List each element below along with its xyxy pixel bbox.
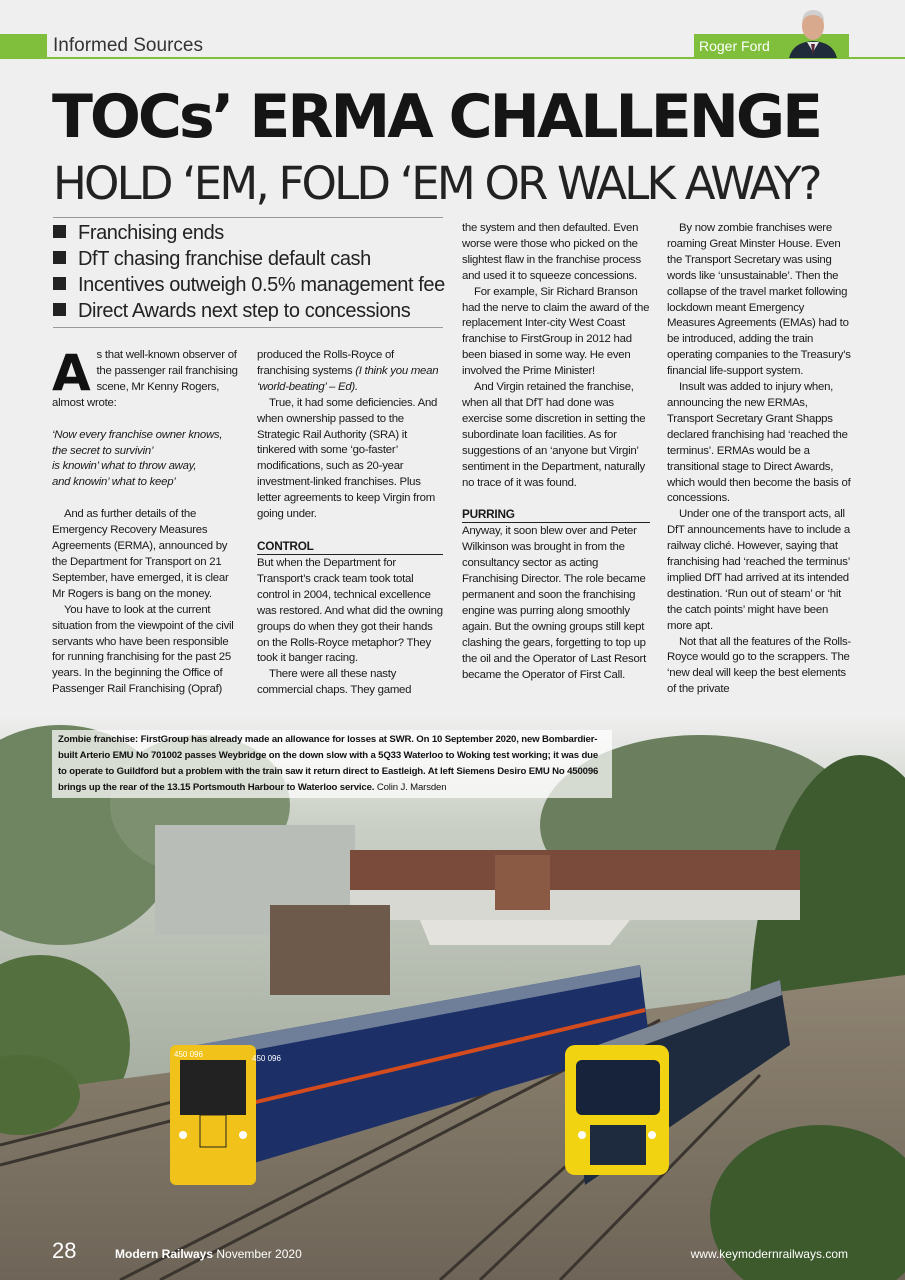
body-paragraph: But when the Department for Transport’s crack team took total control in 2004, technical excellence was restored. And what did the owning groups do when they got their hands on the Rolls-Royce metaphor? They took it banger racing.: [257, 556, 443, 665]
section-title: Informed Sources: [53, 35, 203, 56]
body-paragraph: For example, Sir Richard Branson had the nerve to claim the award of the replacement Inter-city West Coast franchise to FirstGroup in 2012 had been biased in some way. He even involved the Prime Minister!: [462, 285, 650, 378]
quote-line: ‘Now every franchise owner knows,: [52, 428, 223, 441]
train-number-left-2: 450 096: [252, 1054, 281, 1063]
train-photo: [0, 715, 905, 1280]
body-paragraph: True, it had some deficiencies. And when ownership passed to the Strategic Rail Authority (SRA) it tinkered with some ‘go-faster’ modifications, such as 20-year investment-linked franchises. Plus letter agreements to keep Virgin from going under.: [257, 396, 438, 521]
body-paragraph: Insult was added to injury when, announcing the new ERMAs, Transport Secretary Grant Shapps declared franchising had ‘reached the terminus’. ERMAs would be a transitional stage to Direct Awards, which would then become the basis of concessions.: [667, 381, 851, 505]
accent-bar-left: [0, 34, 47, 58]
body-paragraph: the system and then defaulted. Even worse were those who picked on the slightest flaw in the franchise process and used it to squeeze concessions.: [462, 222, 641, 282]
subheading-control: CONTROL: [257, 539, 443, 555]
header-rule: [0, 57, 905, 59]
body-column-4: [667, 221, 854, 698]
page-number: 28: [52, 1238, 77, 1263]
body-paragraph: You have to look at the current situation from the viewpoint of the civil servants who have been responsible for running franchising for the past 25 years. In the beginning the Office of Passenger Rail Franchising (Opraf): [52, 603, 234, 696]
section-header: [0, 34, 905, 58]
quote-line: the secret to survivin’: [52, 444, 154, 457]
quote-line: and knowin’ what to keep’: [52, 476, 176, 489]
body-paragraph: Not that all the features of the Rolls-Royce would go to the scrappers. The ‘new deal will keep the best elements of the private: [667, 635, 851, 696]
train-number-left: 450 096: [174, 1050, 203, 1059]
body-paragraph: And as further details of the Emergency Recovery Measures Agreements (ERMA), announced by the Department for Transport on 21 September, have emerged, it is clear Mr Rogers is bang on the money.: [52, 508, 229, 600]
bullet-item: Direct Awards next step to concessions: [53, 298, 443, 324]
body-paragraph: Anyway, it soon blew over and Peter Wilkinson was brought in from the consultancy sector as acting Franchising Director. The role became permanent and soon the franchising engine was purring along smoothly again. But the owning groups still kept clashing the gears, forgetting to top up the oil and the Operator of Last Resort became the Operator of First Call.: [462, 525, 647, 681]
subheadline: HOLD ‘EM, FOLD ‘EM OR WALK AWAY?: [53, 157, 820, 210]
body-paragraph: Under one of the transport acts, all DfT announcements have to include a railway cliché. However, saying that franchising had ‘reached the terminus’ implied DfT had arrived at its intended destination. ‘Run out of steam’ or ‘hit the catch points’ might have been more apt.: [667, 508, 850, 632]
body-column-1: [52, 344, 242, 698]
drop-cap: A: [52, 344, 91, 402]
author-name: Roger Ford: [694, 34, 849, 58]
subheading-purring: PURRING: [462, 507, 650, 523]
quote-line: is knowin’ what to throw away,: [52, 460, 197, 473]
standfirst-bullets: [53, 217, 443, 328]
photo-credit: Colin J. Marsden: [374, 782, 447, 793]
square-bullet-icon: [53, 277, 66, 290]
body-paragraph: By now zombie franchises were roaming Great Minster House. Even the Transport Secretary was using words like ‘unsustainable’. Then the collapse of the travel market following lockdown meant Emergency Measures Agreements (EMAs) had to be introduced, adding the train operating companies to the Treasury’s financial life-support system.: [667, 222, 851, 378]
square-bullet-icon: [53, 303, 66, 316]
body-paragraph: produced the Rolls-Royce of franchising systems (I think you mean ‘world-beating’ – Ed).: [257, 349, 439, 393]
square-bullet-icon: [53, 251, 66, 264]
magazine-issue: Modern Railways November 2020: [115, 1247, 302, 1261]
page-footer: [0, 1238, 905, 1268]
intro-paragraph: As that well-known observer of the passenger rail franchising scene, Mr Kenny Rogers, almost wrote:: [52, 344, 238, 409]
author-portrait: [785, 4, 841, 58]
bullet-item: Incentives outweigh 0.5% management fee: [53, 272, 443, 298]
square-bullet-icon: [53, 225, 66, 238]
body-paragraph: And Virgin retained the franchise, when all that DfT had done was exercise some discretion in setting the subordinate loan facilities. As for suggestions of an ‘anyone but Virgin’ sentiment in the Department, naturally no trace of it was found.: [462, 381, 646, 489]
body-column-2: [257, 348, 443, 699]
headline: TOCs’ ERMA CHALLENGE: [52, 82, 821, 152]
photo-caption: Zombie franchise: FirstGroup has already made an allowance for losses at SWR. On 10 September 2020, new Bombardier-built Arterio EMU No 701002 passes Weybridge on the down slow with a 5Q33 Waterloo to Woking test working; it was due to operate to Guildford but a problem with the train saw it return direct to Eastleigh. At left Siemens Desiro EMU No 450096 brings up the rear of the 13.15 Portsmouth Harbour to Waterloo service. Colin J. Marsden: [52, 730, 612, 798]
body-column-3: [462, 221, 650, 683]
body-paragraph: There were all these nasty commercial chaps. They gamed: [257, 668, 412, 697]
bullet-item: Franchising ends: [53, 220, 443, 246]
website-url: www.keymodernrailways.com: [690, 1247, 848, 1261]
bullet-item: DfT chasing franchise default cash: [53, 246, 443, 272]
railway-scene: [0, 715, 905, 1280]
